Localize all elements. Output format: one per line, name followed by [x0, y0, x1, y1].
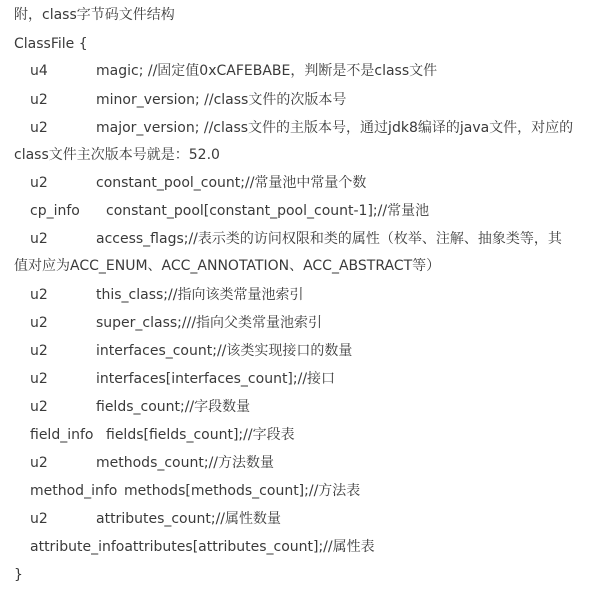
- field-type: u2: [30, 231, 48, 247]
- field-type: u2: [30, 92, 48, 108]
- field-type: method_info: [30, 483, 118, 499]
- field-type: u2: [30, 315, 48, 331]
- field-desc: methods[methods_count];//方法表: [124, 483, 361, 499]
- field-desc: minor_version; //class文件的次版本号: [96, 92, 347, 108]
- field-type: u2: [30, 371, 48, 387]
- classfile-close-line: }: [14, 567, 23, 583]
- field-desc: attributes[attributes_count];//属性表: [124, 539, 375, 555]
- field-desc: methods_count;//方法数量: [96, 455, 275, 471]
- field-desc: interfaces_count;//该类实现接口的数量: [96, 343, 353, 359]
- field-desc-continuation: 值对应为ACC_ENUM、ACC_ANNOTATION、ACC_ABSTRACT等）: [14, 258, 441, 274]
- field-desc: interfaces[interfaces_count];//接口: [96, 371, 336, 387]
- field-desc: attributes_count;//属性数量: [96, 511, 282, 527]
- field-type: u4: [30, 63, 48, 79]
- attribute-info-line: [30, 538, 375, 556]
- field-type: u2: [30, 399, 48, 415]
- field-desc: fields_count;//字段数量: [96, 399, 251, 415]
- field-desc: constant_pool_count;//常量池中常量个数: [96, 175, 367, 191]
- doc-heading: 附，class字节码文件结构: [14, 7, 175, 23]
- field-type: cp_info: [30, 203, 80, 219]
- field-type: field_info: [30, 427, 94, 443]
- field-desc: super_class;///指向父类常量池索引: [96, 315, 323, 331]
- field-desc: magic; //固定值0xCAFEBABE，判断是不是class文件: [96, 63, 438, 79]
- field-desc: constant_pool[constant_pool_count-1];//常量池: [106, 203, 430, 219]
- field-type: u2: [30, 175, 48, 191]
- field-type: u2: [30, 455, 48, 471]
- field-desc-continuation: class文件主次版本号就是：52.0: [14, 147, 220, 163]
- field-desc: fields[fields_count];//字段表: [106, 427, 295, 443]
- field-desc: major_version; //class文件的主版本号，通过jdk8编译的java文件，对应的: [96, 120, 574, 136]
- field-desc: this_class;//指向该类常量池索引: [96, 287, 304, 303]
- field-desc: access_flags;//表示类的访问权限和类的属性（枚举、注解、抽象类等，其: [96, 231, 562, 247]
- field-type: u2: [30, 343, 48, 359]
- field-type: u2: [30, 511, 48, 527]
- field-type: attribute_info: [30, 539, 125, 555]
- field-type: u2: [30, 120, 48, 136]
- classfile-open-line: ClassFile {: [14, 36, 88, 52]
- field-type: u2: [30, 287, 48, 303]
